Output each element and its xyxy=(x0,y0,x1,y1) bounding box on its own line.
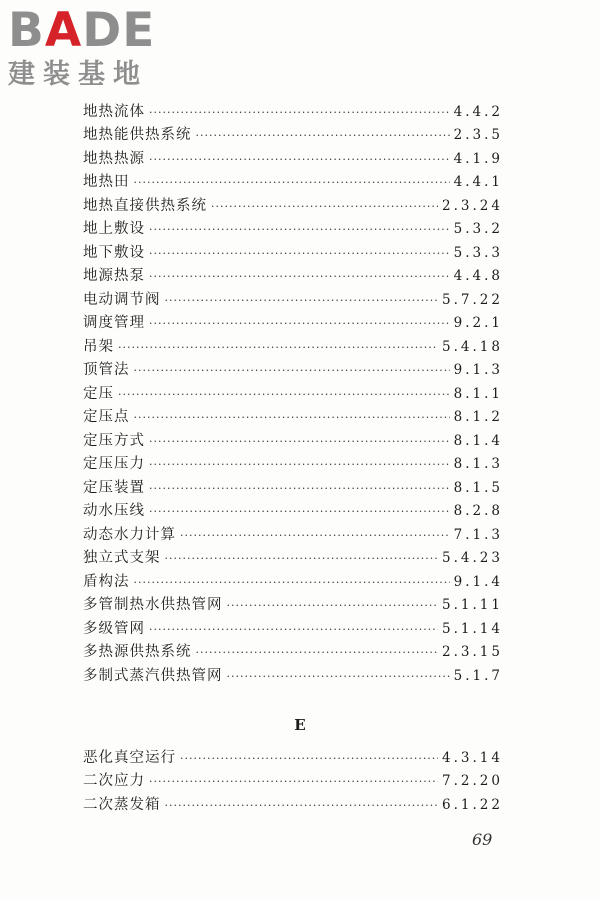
entry-term: 定压装置 xyxy=(83,479,145,496)
entry-term: 定压方式 xyxy=(83,432,145,449)
index-entry xyxy=(83,121,503,145)
index-entry xyxy=(83,743,503,767)
dot-leader xyxy=(134,363,450,379)
index-list-e xyxy=(83,743,503,814)
entry-term: 定压压力 xyxy=(83,456,145,472)
entry-term: 二次蒸发箱 xyxy=(83,796,161,813)
dot-leader xyxy=(149,152,450,168)
entry-reference: 4.4.2 xyxy=(453,103,503,120)
dot-leader xyxy=(196,128,450,144)
index-entry xyxy=(83,473,503,497)
dot-leader xyxy=(165,551,439,567)
dot-leader xyxy=(165,293,439,309)
entry-reference: 8.2.8 xyxy=(453,503,503,519)
dot-leader xyxy=(149,481,450,497)
entry-reference: 9.1.4 xyxy=(453,573,503,590)
entry-reference: 2.3.5 xyxy=(453,127,503,143)
entry-term: 顶管法 xyxy=(83,362,130,378)
dot-leader xyxy=(149,504,450,520)
entry-reference: 5.1.11 xyxy=(442,597,503,613)
entry-reference: 8.1.2 xyxy=(453,409,503,425)
index-entry xyxy=(83,591,503,615)
index-entry xyxy=(83,614,503,638)
index-entry xyxy=(83,544,503,568)
entry-reference: 4.1.9 xyxy=(453,150,503,167)
dot-leader xyxy=(149,246,450,262)
entry-reference: 2.3.24 xyxy=(442,197,503,214)
index-entry xyxy=(83,215,503,239)
entry-term: 独立式支架 xyxy=(83,550,161,566)
dot-leader xyxy=(134,410,450,426)
entry-reference: 9.1.3 xyxy=(453,362,503,378)
watermark-logo xyxy=(8,3,178,92)
entry-term: 地热田 xyxy=(83,174,130,190)
index-entry xyxy=(83,403,503,427)
entry-reference: 5.1.14 xyxy=(442,620,503,637)
entry-reference: 7.2.20 xyxy=(442,773,503,789)
dot-leader xyxy=(180,751,438,767)
index-entry xyxy=(83,356,503,380)
entry-reference: 5.3.3 xyxy=(453,244,503,261)
entry-term: 定压 xyxy=(83,385,114,402)
dot-leader xyxy=(149,222,450,238)
entry-reference: 8.1.3 xyxy=(453,456,503,472)
entry-term: 电动调节阀 xyxy=(83,291,161,308)
entry-term: 地热流体 xyxy=(83,103,145,120)
logo-wordmark: BADE xyxy=(8,3,156,58)
entry-term: 多管制热水供热管网 xyxy=(83,597,223,613)
entry-term: 多热源供热系统 xyxy=(83,644,192,660)
entry-reference: 5.1.7 xyxy=(453,667,503,684)
entry-term: 地热能供热系统 xyxy=(83,127,192,143)
index-entry xyxy=(83,450,503,474)
entry-reference: 4.4.1 xyxy=(453,174,503,190)
entry-term: 盾构法 xyxy=(83,573,130,590)
index-entry xyxy=(83,191,503,215)
index-entry xyxy=(83,520,503,544)
index-entry xyxy=(83,426,503,450)
entry-term: 地下敷设 xyxy=(83,244,145,261)
page-number: 69 xyxy=(472,830,493,849)
entry-term: 地热热源 xyxy=(83,150,145,167)
index-entry xyxy=(83,790,503,814)
entry-reference: 5.7.22 xyxy=(442,291,503,308)
dot-leader xyxy=(149,457,450,473)
logo-subtitle: 建装基地 xyxy=(8,59,148,90)
entry-reference: 2.3.15 xyxy=(442,644,503,660)
entry-reference: 8.1.1 xyxy=(453,385,503,402)
dot-leader xyxy=(149,774,438,790)
entry-term: 动水压线 xyxy=(83,503,145,519)
index-entry xyxy=(83,262,503,286)
dot-leader xyxy=(211,199,438,215)
entry-reference: 8.1.5 xyxy=(453,479,503,496)
entry-term: 吊架 xyxy=(83,338,114,355)
entry-term: 定压点 xyxy=(83,409,130,425)
dot-leader xyxy=(149,105,450,121)
dot-leader xyxy=(134,575,450,591)
entry-term: 地热直接供热系统 xyxy=(83,197,207,214)
dot-leader xyxy=(149,622,438,638)
index-entry xyxy=(83,285,503,309)
dot-leader xyxy=(134,175,450,191)
entry-term: 调度管理 xyxy=(83,315,145,331)
index-entry xyxy=(83,309,503,333)
entry-term: 多制式蒸汽供热管网 xyxy=(83,667,223,684)
index-entry xyxy=(83,379,503,403)
index-entry xyxy=(83,144,503,168)
entry-reference: 7.1.3 xyxy=(453,526,503,543)
dot-leader xyxy=(118,340,438,356)
entry-reference: 8.1.4 xyxy=(453,432,503,449)
dot-leader xyxy=(149,269,450,285)
entry-reference: 5.4.23 xyxy=(442,550,503,566)
index-entry xyxy=(83,332,503,356)
index-entry xyxy=(83,97,503,121)
entry-reference: 4.4.8 xyxy=(453,268,503,284)
entry-term: 地源热泵 xyxy=(83,268,145,284)
dot-leader xyxy=(180,528,450,544)
index-entry xyxy=(83,661,503,685)
dot-leader xyxy=(149,434,450,450)
index-entry xyxy=(83,638,503,662)
entry-reference: 4.3.14 xyxy=(442,749,503,766)
entry-term: 二次应力 xyxy=(83,773,145,789)
index-entry xyxy=(83,497,503,521)
entry-reference: 9.2.1 xyxy=(453,315,503,331)
index-entry xyxy=(83,168,503,192)
index-entry xyxy=(83,767,503,791)
dot-leader xyxy=(165,798,439,814)
index-list-d xyxy=(83,97,503,685)
entry-reference: 5.4.18 xyxy=(442,338,503,355)
section-heading-e: E xyxy=(294,716,306,734)
entry-term: 地上敷设 xyxy=(83,221,145,237)
dot-leader xyxy=(149,316,450,332)
entry-term: 恶化真空运行 xyxy=(83,749,176,766)
dot-leader xyxy=(227,598,439,614)
dot-leader xyxy=(196,645,439,661)
index-entry xyxy=(83,238,503,262)
entry-term: 多级管网 xyxy=(83,620,145,637)
dot-leader xyxy=(227,669,450,685)
index-entry xyxy=(83,567,503,591)
entry-reference: 5.3.2 xyxy=(453,221,503,237)
entry-term: 动态水力计算 xyxy=(83,526,176,543)
entry-reference: 6.1.22 xyxy=(442,796,503,813)
dot-leader xyxy=(118,387,450,403)
